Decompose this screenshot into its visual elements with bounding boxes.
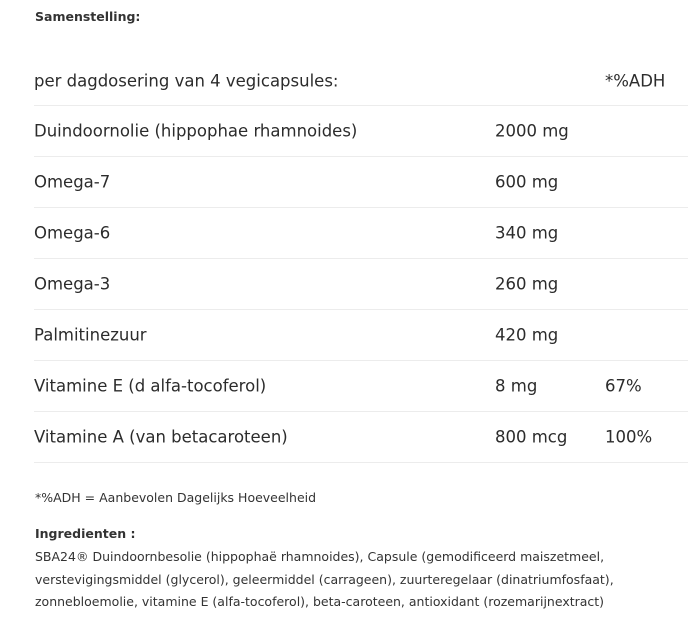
nutrition-table [34,56,688,463]
table-row [34,106,688,157]
ingredient-amount: 260 mg [495,274,559,294]
header-dosage-label: per dagdosering van 4 vegicapsules: [34,71,339,90]
ingredient-adh: 100% [605,427,653,447]
ingredient-amount: 340 mg [495,223,559,243]
ingredient-name: Vitamine E (d alfa-tocoferol) [34,376,267,396]
ingredient-name: Vitamine A (van betacaroteen) [34,427,288,447]
ingredients-text: SBA24® Duindoornbesolie (hippophaë rhamnoides), Capsule (gemodificeerd maiszetmeel, verstevigingsmiddel (glycerol), geleermiddel (carrageen), zuurteregelaar (dinatriumfosfaat), zonnebloemolie, vitamine E (alfa-tocoferol), beta-caroteen, antioxidant (rozemarijnextract) [35,549,614,609]
table-row [34,310,688,361]
adh-footnote: *%ADH = Aanbevolen Dagelijks Hoeveelheid [35,490,317,505]
table-row [34,157,688,208]
table-header-row [34,56,688,106]
ingredient-amount: 8 mg [495,376,538,396]
ingredient-amount: 600 mg [495,172,559,192]
composition-heading: Samenstelling: [35,9,141,24]
ingredient-name: Duindoornolie (hippophae rhamnoides) [34,121,358,141]
ingredient-amount: 2000 mg [495,121,569,141]
ingredient-name: Palmitinezuur [34,325,147,345]
table-row [34,361,688,412]
ingredient-name: Omega-7 [34,172,111,192]
ingredient-name: Omega-3 [34,274,111,294]
header-adh: *%ADH [605,71,666,90]
table-row [34,412,688,463]
table-row [34,259,688,310]
ingredients-heading: Ingredienten : [35,526,136,541]
ingredient-adh: 67% [605,376,642,396]
table-row [34,208,688,259]
ingredient-amount: 420 mg [495,325,559,345]
ingredient-name: Omega-6 [34,223,111,243]
ingredient-amount: 800 mcg [495,427,568,447]
